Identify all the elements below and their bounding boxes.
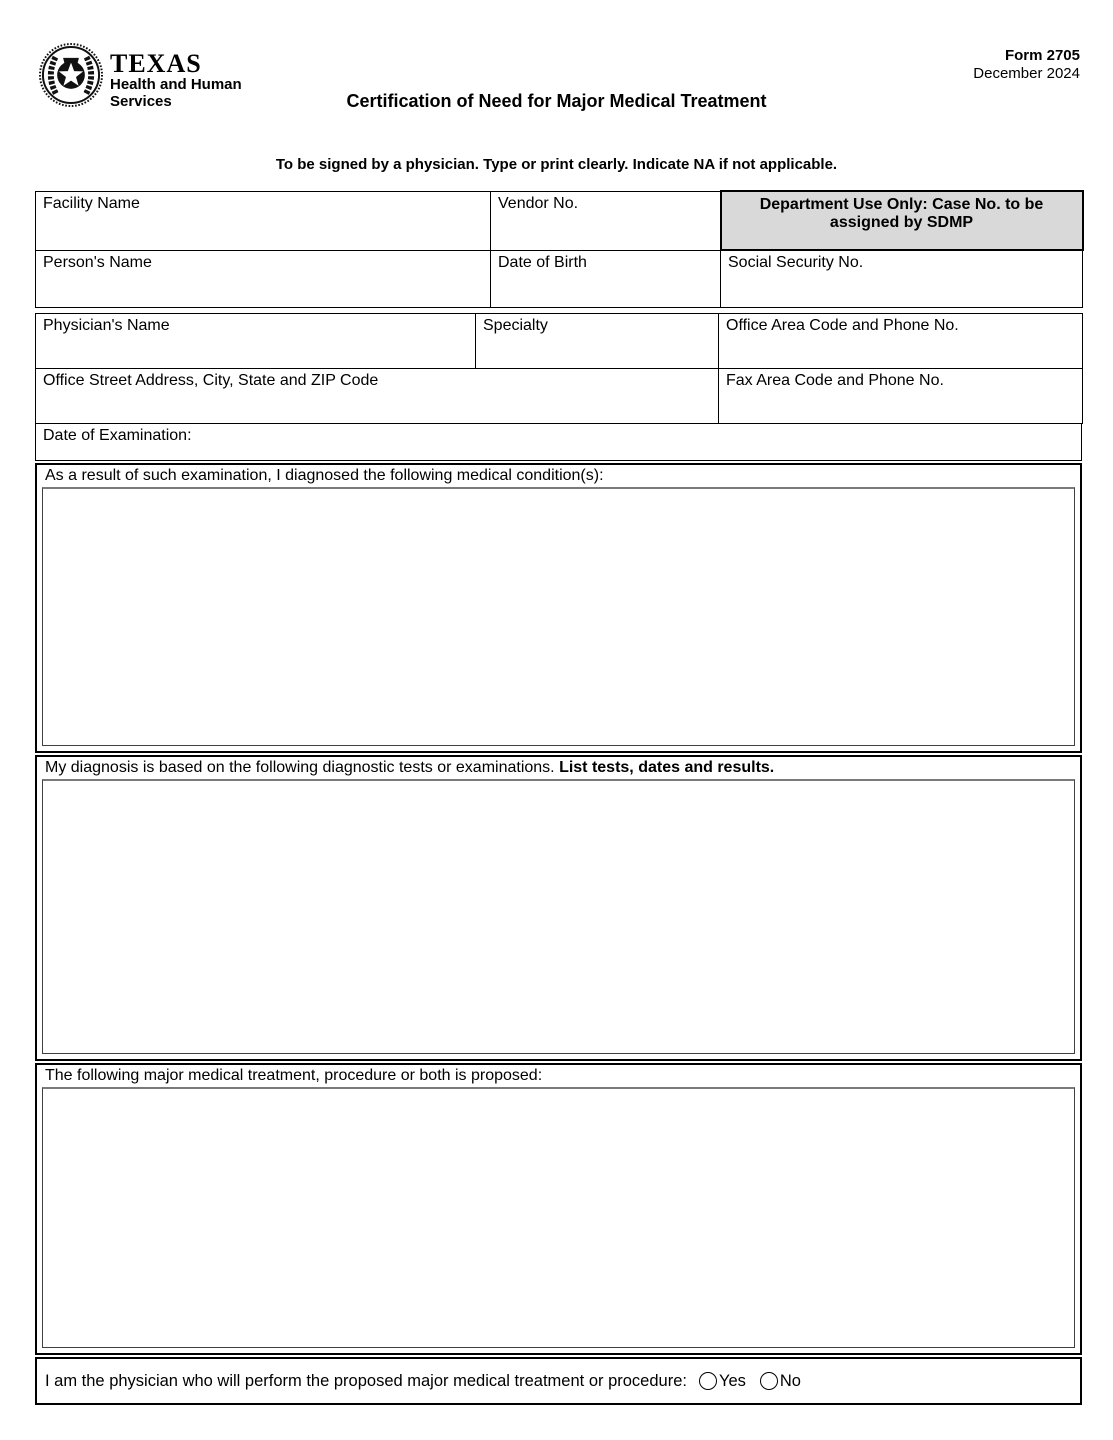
facility-name-label: Facility Name bbox=[43, 194, 140, 212]
yes-radio-icon[interactable] bbox=[699, 1372, 717, 1390]
diagnosis-label: As a result of such examination, I diagnosed the following medical condition(s): bbox=[45, 467, 604, 484]
treatment-section bbox=[35, 1063, 1082, 1355]
yes-radio-label: Yes bbox=[718, 1371, 746, 1390]
performing-physician-radio-group bbox=[699, 1372, 815, 1391]
treatment-input-box[interactable] bbox=[42, 1087, 1075, 1348]
form-number: Form 2705 bbox=[1004, 47, 1080, 64]
exam-date-label: Date of Examination: bbox=[43, 427, 192, 444]
diagnosis-section bbox=[35, 463, 1082, 753]
office-phone-field[interactable] bbox=[719, 314, 1083, 369]
logo-health-human-label: Health and Human bbox=[110, 76, 242, 94]
tests-label-bold: List tests, dates and results. bbox=[559, 759, 775, 776]
ssn-label: Social Security No. bbox=[728, 254, 864, 271]
tests-label bbox=[37, 757, 1080, 778]
logo-services-label: Services bbox=[110, 92, 172, 110]
facility-name-field[interactable] bbox=[36, 191, 491, 250]
exam-date-field[interactable] bbox=[35, 424, 1082, 461]
logo-texas-label: TEXAS bbox=[110, 49, 202, 78]
form-date: December 2024 bbox=[973, 65, 1080, 82]
vendor-no-field[interactable] bbox=[491, 191, 721, 250]
diagnosis-input-box[interactable] bbox=[42, 487, 1075, 746]
specialty-field[interactable] bbox=[476, 314, 719, 369]
persons-name-label: Person's Name bbox=[43, 253, 152, 271]
physician-table bbox=[35, 313, 1083, 424]
form-instruction: To be signed by a physician. Type or print clearly. Indicate NA if not applicable. bbox=[275, 156, 838, 173]
no-radio-label: No bbox=[779, 1371, 801, 1390]
physician-name-label: Physician's Name bbox=[43, 317, 170, 334]
form-meta bbox=[973, 47, 1080, 83]
persons-name-field[interactable] bbox=[36, 250, 491, 308]
yes-radio-option[interactable] bbox=[699, 1372, 746, 1391]
dept-use-label: Department Use Only: Case No. to be assigned by SDMP bbox=[759, 196, 1044, 231]
form-title: Certification of Need for Major Medical Treatment bbox=[346, 91, 767, 111]
tests-input-box[interactable] bbox=[42, 779, 1075, 1054]
physician-name-field[interactable] bbox=[36, 314, 476, 369]
treatment-label: The following major medical treatment, procedure or both is proposed: bbox=[45, 1067, 543, 1084]
tests-section bbox=[35, 755, 1082, 1061]
date-of-birth-field[interactable] bbox=[491, 250, 721, 308]
dept-use-cell bbox=[721, 191, 1083, 250]
fax-phone-field[interactable] bbox=[719, 369, 1083, 424]
no-radio-option[interactable] bbox=[760, 1372, 801, 1391]
tests-label-normal: My diagnosis is based on the following diagnostic tests or examinations. bbox=[45, 759, 560, 776]
facility-person-table bbox=[35, 190, 1084, 308]
fax-phone-label: Fax Area Code and Phone No. bbox=[726, 372, 944, 389]
ssn-field[interactable] bbox=[721, 250, 1083, 308]
no-radio-icon[interactable] bbox=[760, 1372, 778, 1390]
performing-physician-question: I am the physician who will perform the proposed major medical treatment or procedure: bbox=[45, 1371, 687, 1390]
office-address-label: Office Street Address, City, State and ZIP Code bbox=[43, 372, 379, 389]
date-of-birth-label: Date of Birth bbox=[498, 253, 587, 271]
office-address-field[interactable] bbox=[36, 369, 719, 424]
form-body bbox=[35, 190, 1082, 1405]
office-phone-label: Office Area Code and Phone No. bbox=[726, 317, 959, 334]
performing-physician-row bbox=[35, 1357, 1082, 1405]
specialty-label: Specialty bbox=[483, 317, 548, 334]
vendor-no-label: Vendor No. bbox=[498, 194, 579, 212]
